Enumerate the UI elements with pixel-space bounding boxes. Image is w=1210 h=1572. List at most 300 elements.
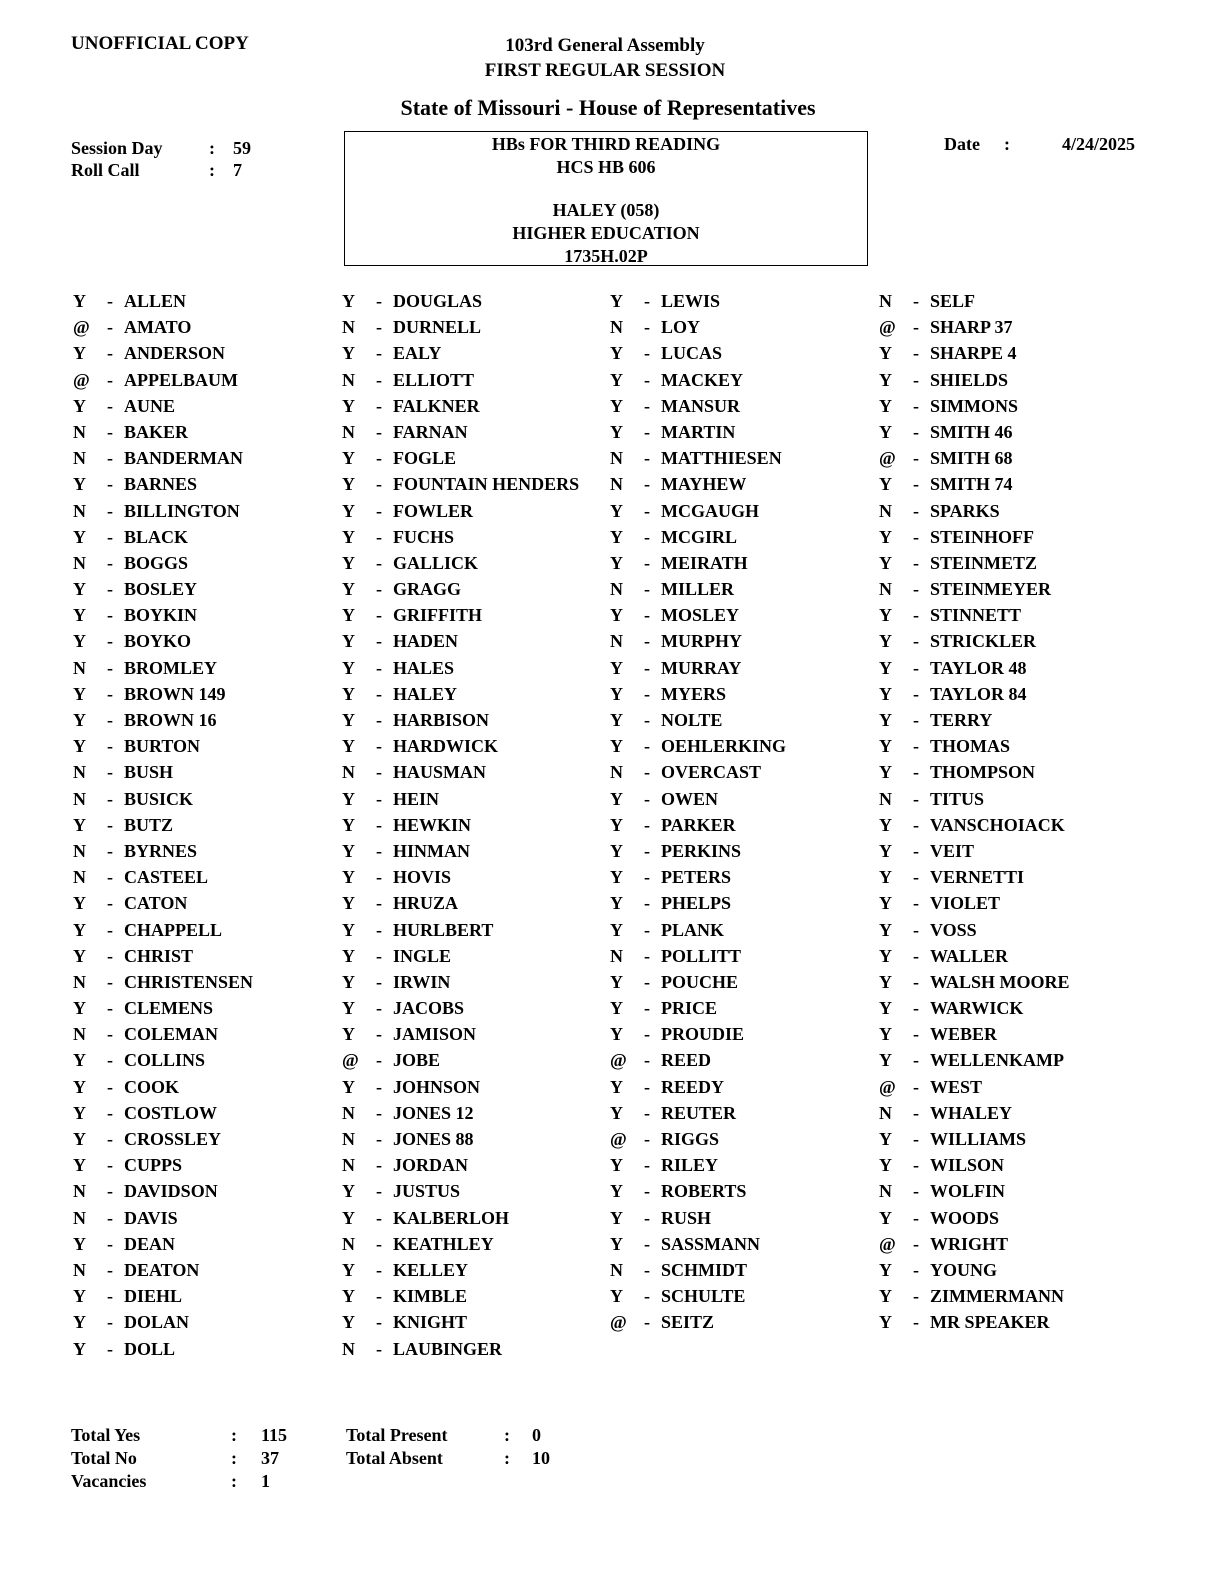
member-name: SHIELDS xyxy=(930,369,1009,390)
member-name: PRICE xyxy=(661,998,718,1019)
vote-row xyxy=(73,707,253,733)
separator-dash: - xyxy=(913,291,919,311)
vote-row xyxy=(73,733,253,759)
member-name: KEATHLEY xyxy=(393,1233,494,1254)
vote-row xyxy=(73,1336,253,1362)
separator-dash: - xyxy=(913,395,919,416)
member-name: DURNELL xyxy=(393,317,482,338)
vote-mark: Y xyxy=(342,343,355,364)
totals-right xyxy=(346,1424,550,1470)
separator-dash: - xyxy=(913,998,919,1019)
member-name: MARTIN xyxy=(661,421,736,442)
separator-dash: - xyxy=(913,526,919,547)
vote-row xyxy=(610,628,786,654)
vote-row xyxy=(73,655,253,681)
separator-dash: - xyxy=(376,893,382,914)
separator-dash: - xyxy=(107,395,113,416)
vote-row xyxy=(73,812,253,838)
separator-dash: - xyxy=(107,1050,113,1071)
separator-dash: - xyxy=(644,971,650,992)
vote-row xyxy=(73,943,253,969)
vote-mark: Y xyxy=(610,710,623,730)
vote-mark: Y xyxy=(879,421,892,442)
colon: : xyxy=(209,160,215,180)
separator-dash: - xyxy=(644,526,650,547)
vote-row xyxy=(73,471,253,497)
vote-row xyxy=(610,288,786,314)
member-name: BUSICK xyxy=(124,788,194,809)
vote-mark: Y xyxy=(73,893,86,914)
member-name: JOBE xyxy=(393,1050,441,1071)
member-name: HALES xyxy=(393,657,455,678)
vote-row xyxy=(879,786,1070,812)
separator-dash: - xyxy=(107,893,113,914)
separator-dash: - xyxy=(644,343,650,364)
vote-row xyxy=(73,1257,253,1283)
vote-mark: Y xyxy=(879,736,892,757)
member-name: STEINHOFF xyxy=(930,526,1035,547)
vote-mark: Y xyxy=(73,605,86,626)
member-name: LOY xyxy=(661,317,701,338)
member-name: PLANK xyxy=(661,919,724,940)
vote-mark: Y xyxy=(610,788,623,809)
vote-mark: Y xyxy=(342,1024,355,1045)
vote-row xyxy=(342,655,579,681)
vote-row xyxy=(73,367,253,393)
vote-mark: Y xyxy=(610,919,623,940)
vote-mark: Y xyxy=(879,1129,892,1149)
vote-mark: N xyxy=(342,1102,355,1123)
vote-row xyxy=(342,864,579,890)
vote-row xyxy=(610,314,786,340)
separator-dash: - xyxy=(644,1050,650,1071)
member-name: ZIMMERMANN xyxy=(930,1286,1064,1307)
vote-mark: Y xyxy=(879,395,892,416)
vote-mark: Y xyxy=(610,605,623,626)
member-name: WEST xyxy=(930,1076,983,1097)
member-name: FOGLE xyxy=(393,448,457,469)
vote-row xyxy=(342,1100,579,1126)
member-name: WARWICK xyxy=(930,998,1024,1019)
member-name: COSTLOW xyxy=(124,1102,218,1123)
separator-dash: - xyxy=(644,579,650,600)
member-name: WILSON xyxy=(930,1155,1005,1176)
separator-dash: - xyxy=(376,710,382,730)
member-name: HARDWICK xyxy=(393,736,499,757)
vote-mark: Y xyxy=(610,421,623,442)
total-present-value: 0 xyxy=(532,1425,541,1445)
member-name: IRWIN xyxy=(393,971,451,992)
total-no-row xyxy=(71,1447,287,1470)
member-name: BROWN 149 xyxy=(124,683,226,704)
vote-row xyxy=(342,1126,579,1152)
vote-row xyxy=(342,917,579,943)
vote-row xyxy=(879,393,1070,419)
vote-row xyxy=(879,602,1070,628)
vote-mark: N xyxy=(73,1207,86,1228)
separator-dash: - xyxy=(644,317,650,338)
vote-row xyxy=(879,340,1070,366)
vote-mark: Y xyxy=(73,814,86,835)
member-name: BANDERMAN xyxy=(124,448,243,469)
separator-dash: - xyxy=(376,605,382,626)
separator-dash: - xyxy=(107,971,113,992)
member-name: STEINMEYER xyxy=(930,579,1052,600)
vote-mark: N xyxy=(342,369,355,390)
vote-mark: N xyxy=(73,788,86,809)
vote-row xyxy=(879,1283,1070,1309)
vote-row xyxy=(879,1152,1070,1178)
vote-mark: @ xyxy=(73,317,90,338)
vote-mark: Y xyxy=(879,474,892,495)
vote-row xyxy=(879,1205,1070,1231)
vote-mark: N xyxy=(73,1024,86,1045)
separator-dash: - xyxy=(644,1024,650,1045)
vote-row xyxy=(342,288,579,314)
separator-dash: - xyxy=(376,683,382,704)
member-name: JONES 12 xyxy=(393,1102,474,1123)
vote-row xyxy=(73,917,253,943)
vote-mark: Y xyxy=(342,605,355,626)
member-name: PHELPS xyxy=(661,893,732,914)
vote-row xyxy=(879,1021,1070,1047)
separator-dash: - xyxy=(644,1129,650,1149)
vote-row xyxy=(342,786,579,812)
vote-mark: N xyxy=(342,762,355,783)
vote-mark: N xyxy=(73,500,86,521)
separator-dash: - xyxy=(376,421,382,442)
member-name: BLACK xyxy=(124,526,189,547)
separator-dash: - xyxy=(376,840,382,861)
separator-dash: - xyxy=(376,1233,382,1254)
member-name: LAUBINGER xyxy=(393,1338,503,1359)
member-name: SCHMIDT xyxy=(661,1259,748,1280)
colon: : xyxy=(231,1448,237,1468)
vote-row xyxy=(610,917,786,943)
vote-mark: Y xyxy=(342,788,355,809)
separator-dash: - xyxy=(107,945,113,966)
vote-mark: Y xyxy=(73,1102,86,1123)
bill-sponsor: HALEY (058) xyxy=(552,200,660,220)
vote-row xyxy=(73,445,253,471)
member-name: DAVIS xyxy=(124,1207,178,1228)
separator-dash: - xyxy=(913,814,919,835)
member-name: DEATON xyxy=(124,1259,200,1280)
member-name: CUPPS xyxy=(124,1155,182,1176)
vote-mark: Y xyxy=(342,1312,355,1333)
separator-dash: - xyxy=(376,291,382,311)
vote-mark: Y xyxy=(879,657,892,678)
vote-mark: Y xyxy=(73,1129,86,1149)
separator-dash: - xyxy=(644,1233,650,1254)
member-name: JOHNSON xyxy=(393,1076,481,1097)
member-name: FUCHS xyxy=(393,526,455,547)
vote-mark: Y xyxy=(610,526,623,547)
separator-dash: - xyxy=(913,1181,919,1202)
separator-dash: - xyxy=(376,317,382,338)
member-name: PARKER xyxy=(661,814,736,835)
vote-mark: Y xyxy=(73,343,86,364)
vote-row xyxy=(342,1336,579,1362)
vote-mark: Y xyxy=(342,291,355,311)
member-name: SMITH 74 xyxy=(930,474,1013,495)
member-name: FALKNER xyxy=(393,395,480,416)
separator-dash: - xyxy=(107,1181,113,1202)
session-title: FIRST REGULAR SESSION xyxy=(484,60,726,81)
vote-mark: Y xyxy=(879,1050,892,1071)
separator-dash: - xyxy=(644,448,650,469)
member-name: FOUNTAIN HENDERS xyxy=(393,474,580,495)
member-name: REED xyxy=(661,1050,712,1071)
vote-row xyxy=(879,314,1070,340)
separator-dash: - xyxy=(644,788,650,809)
total-present-row xyxy=(346,1424,550,1447)
separator-dash: - xyxy=(107,343,113,364)
member-name: CHAPPELL xyxy=(124,919,223,940)
separator-dash: - xyxy=(913,1312,919,1333)
separator-dash: - xyxy=(107,919,113,940)
member-name: CHRISTENSEN xyxy=(124,971,254,992)
vote-mark: Y xyxy=(879,1207,892,1228)
separator-dash: - xyxy=(913,1129,919,1149)
vote-row xyxy=(73,576,253,602)
separator-dash: - xyxy=(107,683,113,704)
vote-row xyxy=(342,1205,579,1231)
member-name: CASTEEL xyxy=(124,867,209,888)
member-name: BUSH xyxy=(124,762,174,783)
vote-row xyxy=(342,498,579,524)
member-name: MILLER xyxy=(661,579,735,600)
vote-mark: @ xyxy=(342,1050,359,1071)
date-label: Date xyxy=(944,134,980,154)
vote-mark: Y xyxy=(73,1155,86,1176)
vote-mark: Y xyxy=(610,1102,623,1123)
vote-mark: Y xyxy=(610,1024,623,1045)
vote-column-1 xyxy=(73,288,253,1362)
member-name: PERKINS xyxy=(661,840,742,861)
vote-row xyxy=(73,288,253,314)
vote-mark: @ xyxy=(879,1076,896,1097)
bill-lr-number: 1735H.02P xyxy=(564,246,648,266)
vote-row xyxy=(342,1309,579,1335)
vote-row xyxy=(342,759,579,785)
vote-mark: Y xyxy=(610,343,623,364)
separator-dash: - xyxy=(376,448,382,469)
vote-mark: Y xyxy=(879,998,892,1019)
unofficial-copy-label: UNOFFICIAL COPY xyxy=(71,33,249,54)
vote-row xyxy=(879,969,1070,995)
member-name: WOLFIN xyxy=(930,1181,1006,1202)
member-name: COOK xyxy=(124,1076,180,1097)
vote-mark: Y xyxy=(73,474,86,495)
vote-row xyxy=(879,759,1070,785)
separator-dash: - xyxy=(107,710,113,730)
separator-dash: - xyxy=(913,945,919,966)
separator-dash: - xyxy=(913,1024,919,1045)
member-name: WELLENKAMP xyxy=(930,1050,1065,1071)
separator-dash: - xyxy=(913,867,919,888)
member-name: MACKEY xyxy=(661,369,743,390)
vote-mark: Y xyxy=(610,971,623,992)
member-name: PETERS xyxy=(661,867,732,888)
vote-row xyxy=(610,498,786,524)
colon: : xyxy=(231,1471,237,1491)
separator-dash: - xyxy=(913,1286,919,1307)
vote-row xyxy=(342,628,579,654)
date-value: 4/24/2025 xyxy=(1062,134,1136,154)
roll-call-row xyxy=(71,159,251,181)
vote-row xyxy=(610,1074,786,1100)
vote-row xyxy=(610,681,786,707)
vote-row xyxy=(610,707,786,733)
separator-dash: - xyxy=(644,710,650,730)
vote-row xyxy=(73,1283,253,1309)
vote-mark: N xyxy=(73,421,86,442)
member-name: HEIN xyxy=(393,788,440,809)
vote-row xyxy=(610,838,786,864)
vote-mark: Y xyxy=(610,736,623,757)
vote-mark: N xyxy=(610,317,623,338)
separator-dash: - xyxy=(376,1155,382,1176)
member-name: BROWN 16 xyxy=(124,710,217,730)
vote-mark: Y xyxy=(879,526,892,547)
separator-dash: - xyxy=(644,1259,650,1280)
vote-mark: N xyxy=(610,474,623,495)
member-name: MCGAUGH xyxy=(661,500,759,521)
member-name: TAYLOR 84 xyxy=(930,683,1027,704)
member-name: FOWLER xyxy=(393,500,474,521)
vote-row xyxy=(879,917,1070,943)
vote-mark: Y xyxy=(73,945,86,966)
member-name: STINNETT xyxy=(930,605,1022,626)
vote-mark: Y xyxy=(342,1207,355,1228)
vote-mark: Y xyxy=(342,395,355,416)
vote-row xyxy=(73,1152,253,1178)
vote-mark: Y xyxy=(879,919,892,940)
separator-dash: - xyxy=(644,369,650,390)
separator-dash: - xyxy=(376,814,382,835)
vote-mark: N xyxy=(610,945,623,966)
vote-row xyxy=(342,550,579,576)
member-name: DOLAN xyxy=(124,1312,190,1333)
vote-mark: N xyxy=(73,1181,86,1202)
member-name: THOMPSON xyxy=(930,762,1036,783)
separator-dash: - xyxy=(376,1181,382,1202)
separator-dash: - xyxy=(107,1076,113,1097)
vote-row xyxy=(342,367,579,393)
vote-column-3 xyxy=(610,288,786,1336)
vote-mark: Y xyxy=(610,998,623,1019)
separator-dash: - xyxy=(644,1076,650,1097)
vote-row xyxy=(879,1231,1070,1257)
vote-mark: Y xyxy=(879,683,892,704)
vote-mark: N xyxy=(879,1102,892,1123)
member-name: GALLICK xyxy=(393,552,479,573)
member-name: KELLEY xyxy=(393,1259,469,1280)
vote-mark: N xyxy=(342,317,355,338)
vote-mark: Y xyxy=(73,1286,86,1307)
separator-dash: - xyxy=(644,395,650,416)
vote-mark: N xyxy=(879,1181,892,1202)
vote-mark: N xyxy=(879,579,892,600)
separator-dash: - xyxy=(644,945,650,966)
vote-row xyxy=(610,1047,786,1073)
separator-dash: - xyxy=(913,1233,919,1254)
vote-mark: N xyxy=(73,867,86,888)
vote-row xyxy=(342,1178,579,1204)
separator-dash: - xyxy=(107,317,113,338)
vote-mark: N xyxy=(73,762,86,783)
separator-dash: - xyxy=(376,1076,382,1097)
separator-dash: - xyxy=(913,710,919,730)
vote-row xyxy=(342,393,579,419)
vote-mark: Y xyxy=(879,369,892,390)
chamber-title: State of Missouri - House of Representatives xyxy=(400,95,816,120)
document-header xyxy=(0,33,1210,83)
vote-mark: Y xyxy=(610,1076,623,1097)
vote-row xyxy=(610,393,786,419)
member-name: GRIFFITH xyxy=(393,605,483,626)
member-name: MEIRATH xyxy=(661,552,748,573)
vote-mark: Y xyxy=(610,395,623,416)
vote-mark: Y xyxy=(879,1259,892,1280)
member-name: BARNES xyxy=(124,474,198,495)
separator-dash: - xyxy=(644,919,650,940)
vote-mark: Y xyxy=(342,998,355,1019)
member-name: NOLTE xyxy=(661,710,723,730)
vote-row xyxy=(879,812,1070,838)
vacancies-row xyxy=(71,1470,287,1493)
vote-row xyxy=(73,838,253,864)
vote-row xyxy=(342,995,579,1021)
vote-mark: Y xyxy=(610,500,623,521)
vote-row xyxy=(342,602,579,628)
separator-dash: - xyxy=(376,1129,382,1149)
member-name: SELF xyxy=(930,291,976,311)
vote-mark: N xyxy=(879,500,892,521)
separator-dash: - xyxy=(107,1259,113,1280)
vacancies-value: 1 xyxy=(261,1471,270,1491)
separator-dash: - xyxy=(107,579,113,600)
vote-mark: N xyxy=(73,552,86,573)
separator-dash: - xyxy=(913,448,919,469)
vote-row xyxy=(610,1126,786,1152)
separator-dash: - xyxy=(107,1102,113,1123)
member-name: REEDY xyxy=(661,1076,725,1097)
total-yes-label: Total Yes xyxy=(71,1425,141,1445)
member-name: DEAN xyxy=(124,1233,176,1254)
member-name: BYRNES xyxy=(124,840,198,861)
vote-row xyxy=(879,1074,1070,1100)
separator-dash: - xyxy=(376,474,382,495)
vote-row xyxy=(610,1152,786,1178)
vote-mark: Y xyxy=(610,840,623,861)
vote-row xyxy=(73,1074,253,1100)
separator-dash: - xyxy=(376,998,382,1019)
member-name: DIEHL xyxy=(124,1286,183,1307)
vote-row xyxy=(73,340,253,366)
separator-dash: - xyxy=(107,1312,113,1333)
roll-call-value: 7 xyxy=(233,160,242,180)
vote-mark: Y xyxy=(879,867,892,888)
total-no-value: 37 xyxy=(261,1448,279,1468)
member-name: POLLITT xyxy=(661,945,742,966)
vote-mark: Y xyxy=(610,867,623,888)
member-name: WEBER xyxy=(930,1024,998,1045)
separator-dash: - xyxy=(107,448,113,469)
member-name: AMATO xyxy=(124,317,192,338)
colon: : xyxy=(209,138,215,158)
